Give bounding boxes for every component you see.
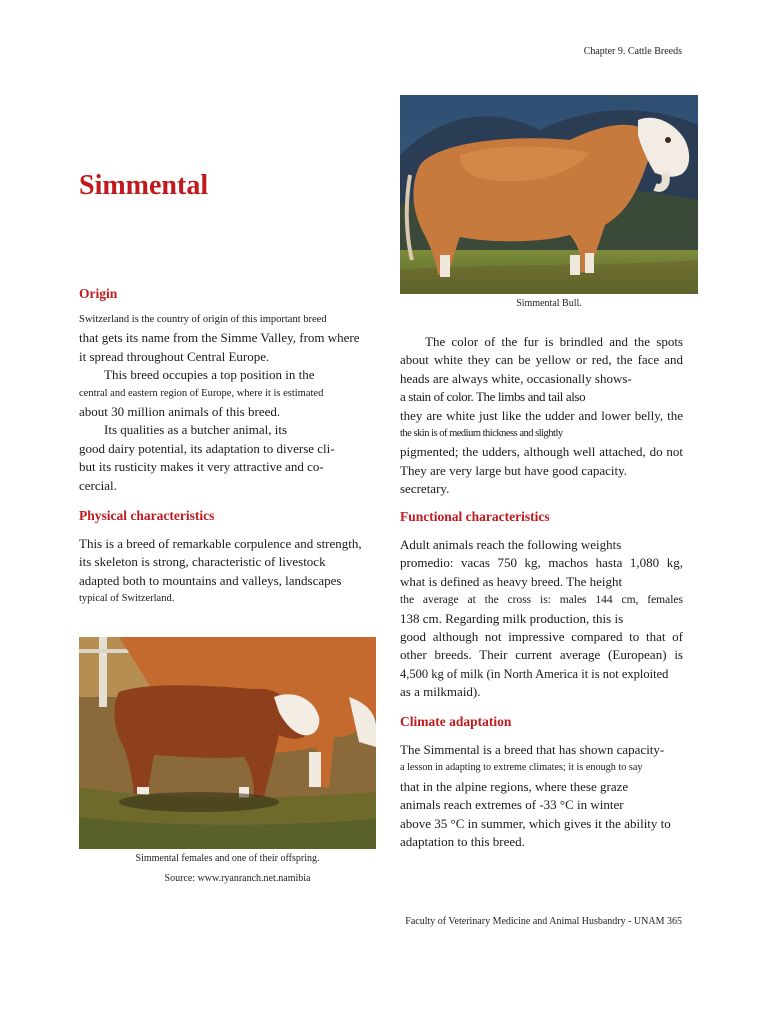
text-line: heads are always white, occasionally shows- xyxy=(400,370,632,386)
text-line: animals reach extremes of -33 °C in winter xyxy=(400,797,624,813)
section-heading-functional: Functional characteristics xyxy=(400,509,550,524)
text-line: typical of Switzerland. xyxy=(79,593,175,605)
text-line: central and eastern region of Europe, where it is estimated xyxy=(79,387,324,399)
text-line: Adult animals reach the following weights xyxy=(400,537,622,552)
text-line: The color of the fur is brindled and the spots xyxy=(425,334,683,349)
text-line: secretary. xyxy=(400,481,450,497)
text-line: other breeds. Their current average (European) is xyxy=(400,647,683,663)
text-line: as a milkmaid). xyxy=(400,684,481,700)
bull-photo xyxy=(400,95,698,294)
text-line: adaptation to this breed. xyxy=(400,834,525,850)
page-header: Chapter 9. Cattle Breeds xyxy=(583,46,682,57)
text-line: its skeleton is strong, characteristic of livestock xyxy=(79,554,326,570)
text-line: that gets its name from the Simme Valley, from where xyxy=(79,330,360,346)
text-line: This is a breed of remarkable corpulence and strength, xyxy=(79,536,362,551)
text-line: Its qualities as a butcher animal, its xyxy=(104,422,288,438)
text-line: it spread throughout Central Europe. xyxy=(79,348,270,364)
text-line: good dairy potential, its adaptation to diverse cli- xyxy=(79,440,335,456)
text-line: They are very large but have good capacity. xyxy=(400,462,628,478)
females-photo xyxy=(79,637,376,849)
text-line: This breed occupies a top position in the xyxy=(104,367,315,383)
bull-photo-caption: Simmental Bull. xyxy=(516,298,582,309)
text-line: about white they can be yellow or red, the face and xyxy=(400,352,683,368)
text-line: cercial. xyxy=(79,477,117,493)
text-line: Switzerland is the country of origin of this important breed xyxy=(79,314,327,325)
text-line: the average at the cross is: males 144 cm, females xyxy=(400,594,683,607)
text-line: the skin is of medium thickness and slightly xyxy=(400,428,563,440)
text-line: The Simmental is a breed that has shown capacity- xyxy=(400,742,665,757)
section-heading-physical: Physical characteristics xyxy=(79,508,215,523)
color-paragraph xyxy=(400,333,683,499)
females-photo-caption: Simmental females and one of their offspring. xyxy=(135,853,320,864)
text-line: a lesson in adapting to extreme climates; it is enough to say xyxy=(400,762,643,774)
text-line: good although not impressive compared to that of xyxy=(400,629,683,645)
section-heading-climate: Climate adaptation xyxy=(400,714,512,729)
photo-source: Source: www.ryanranch.net.namibia xyxy=(164,873,311,884)
text-line: 4,500 kg of milk (in North America it is not exploited xyxy=(400,666,669,681)
text-line: a stain of color. The limbs and tail also xyxy=(400,389,586,405)
origin-paragraph xyxy=(79,311,375,495)
text-line: adapted both to mountains and valleys, landscapes xyxy=(79,572,342,588)
text-line: pigmented; the udders, although well attached, do not xyxy=(400,444,683,460)
page-footer: Faculty of Veterinary Medicine and Animal Husbandry - UNAM 365 xyxy=(405,916,682,927)
text-line: they are white just like the udder and lower belly, the xyxy=(400,407,683,423)
text-line: promedio: vacas 750 kg, machos hasta 1,080 kg, xyxy=(400,555,683,571)
text-line: but its rusticity makes it very attractive and co- xyxy=(79,459,324,475)
functional-paragraph xyxy=(400,536,683,702)
page-title: Simmental xyxy=(79,170,209,201)
text-line: about 30 million animals of this breed. xyxy=(79,404,281,420)
physical-paragraph xyxy=(79,535,375,609)
text-line: above 35 °C in summer, which gives it the ability to xyxy=(400,815,671,831)
text-line: what is defined as heavy breed. The height xyxy=(400,573,623,589)
text-line: that in the alpine regions, where these graze xyxy=(400,778,629,794)
section-heading-origin: Origin xyxy=(79,286,118,301)
text-line: 138 cm. Regarding milk production, this is xyxy=(400,610,624,626)
climate-paragraph xyxy=(400,741,683,851)
